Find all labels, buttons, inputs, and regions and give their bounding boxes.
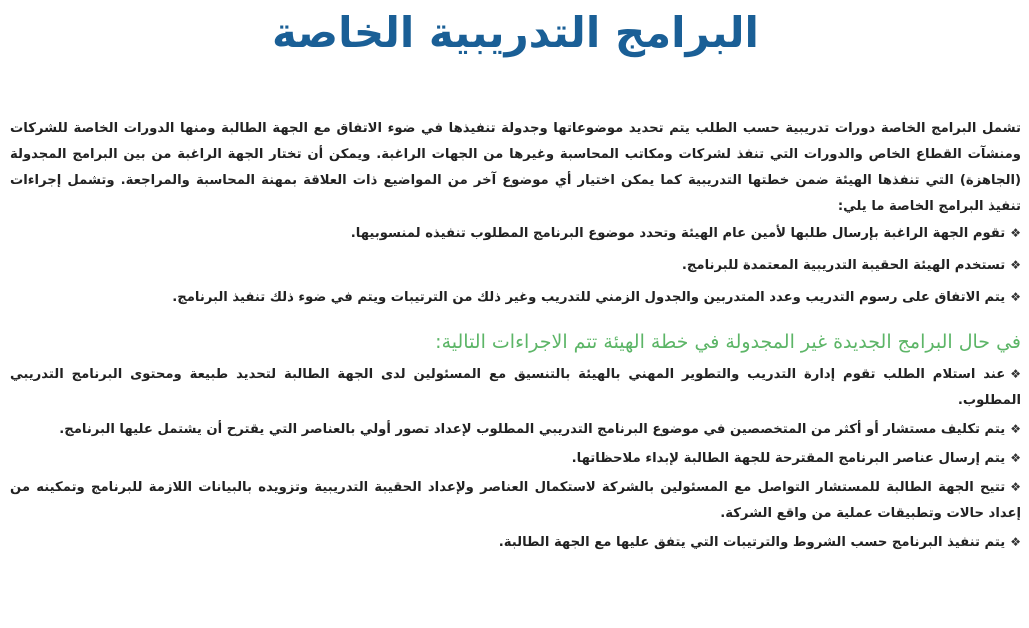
diamond-bullet-icon: ❖ <box>1010 367 1021 381</box>
list-item-text: عند استلام الطلب تقوم إدارة التدريب والتطوير المهني بالهيئة بالتنسيق مع المسئولين لدى الجهة الطالبة لتحديد طبيعة ومحتوى البرنامج التدريبي المطلوب. <box>10 367 1021 408</box>
list-item-text: يتم تكليف مستشار أو أكثر من المتخصصين في موضوع البرنامج التدريبي المطلوب لإعداد تصور أولي بالعناصر التي يقترح أن يشتمل عليها البرنامج. <box>59 422 1006 437</box>
list-item <box>10 529 1021 556</box>
list-item-text: تقوم الجهة الراغبة بإرسال طلبها لأمين عام الهيئة وتحدد موضوع البرنامج المطلوب تنفيذه لمنسوبيها. <box>350 226 1006 241</box>
list-item <box>10 361 1021 414</box>
list-item <box>10 220 1021 247</box>
list-item-text: يتم إرسال عناصر البرنامج المقترحة للجهة الطالبة لإبداء ملاحظاتها. <box>571 451 1006 466</box>
diamond-bullet-icon: ❖ <box>1010 480 1021 494</box>
list-item-text: تستخدم الهيئة الحقيبة التدريبية المعتمدة للبرنامج. <box>681 258 1006 273</box>
list-item <box>10 284 1021 311</box>
diamond-bullet-icon: ❖ <box>1010 422 1021 436</box>
list-item-text: يتم تنفيذ البرنامج حسب الشروط والترتيبات التي يتفق عليها مع الجهة الطالبة. <box>498 535 1006 550</box>
page-title: البرامج التدريبية الخاصة <box>272 8 759 57</box>
intro-paragraph: تشمل البرامج الخاصة دورات تدريبية حسب الطلب يتم تحديد موضوعاتها وجدولة تنفيذها في ضوء الاتفاق مع الجهة الطالبة ومنها الدورات الخاصة للشركات ومنشآت القطاع الخاص والدورات التي تنفذ لشركات ومكاتب المحاسبة وغيرها من الجهات الراغبة. ويمكن أن تختار الجهة الراغبة من بين البرامج المجدولة (الجاهزة) التي تنفذها الهيئة ضمن خطتها التدريبية كما يمكن اختيار أي موضوع آخر من المواضيع ذات العلاقة بمهنة المحاسبة والمراجعة. وتشمل إجراءات تنفيذ البرامج الخاصة ما يلي: <box>10 121 1021 214</box>
list-item <box>10 252 1021 279</box>
list-item-text: يتم الاتفاق على رسوم التدريب وعدد المتدربين والجدول الزمني للتدريب وغير ذلك من الترتيبات ويتم في ضوء ذلك تنفيذ البرنامج. <box>172 290 1006 305</box>
section-heading: في حال البرامج الجديدة غير المجدولة في خطة الهيئة تتم الاجراءات التالية: <box>435 331 1021 353</box>
list-item <box>10 474 1021 527</box>
new-program-steps-list <box>10 361 1021 556</box>
diamond-bullet-icon: ❖ <box>1010 451 1021 465</box>
procedures-list <box>10 220 1021 311</box>
diamond-bullet-icon: ❖ <box>1010 290 1021 304</box>
diamond-bullet-icon: ❖ <box>1010 535 1021 549</box>
diamond-bullet-icon: ❖ <box>1010 258 1021 272</box>
diamond-bullet-icon: ❖ <box>1010 226 1021 240</box>
list-item <box>10 445 1021 472</box>
list-item-text: تتيح الجهة الطالبة للمستشار التواصل مع المسئولين بالشركة لاستكمال العناصر ولإعداد الحقيبة التدريبية وتزويده بالبيانات اللازمة للبرنامج وتمكينه من إعداد حالات وتطبيقات عملية من واقع الشركة. <box>10 480 1021 521</box>
list-item <box>10 416 1021 443</box>
